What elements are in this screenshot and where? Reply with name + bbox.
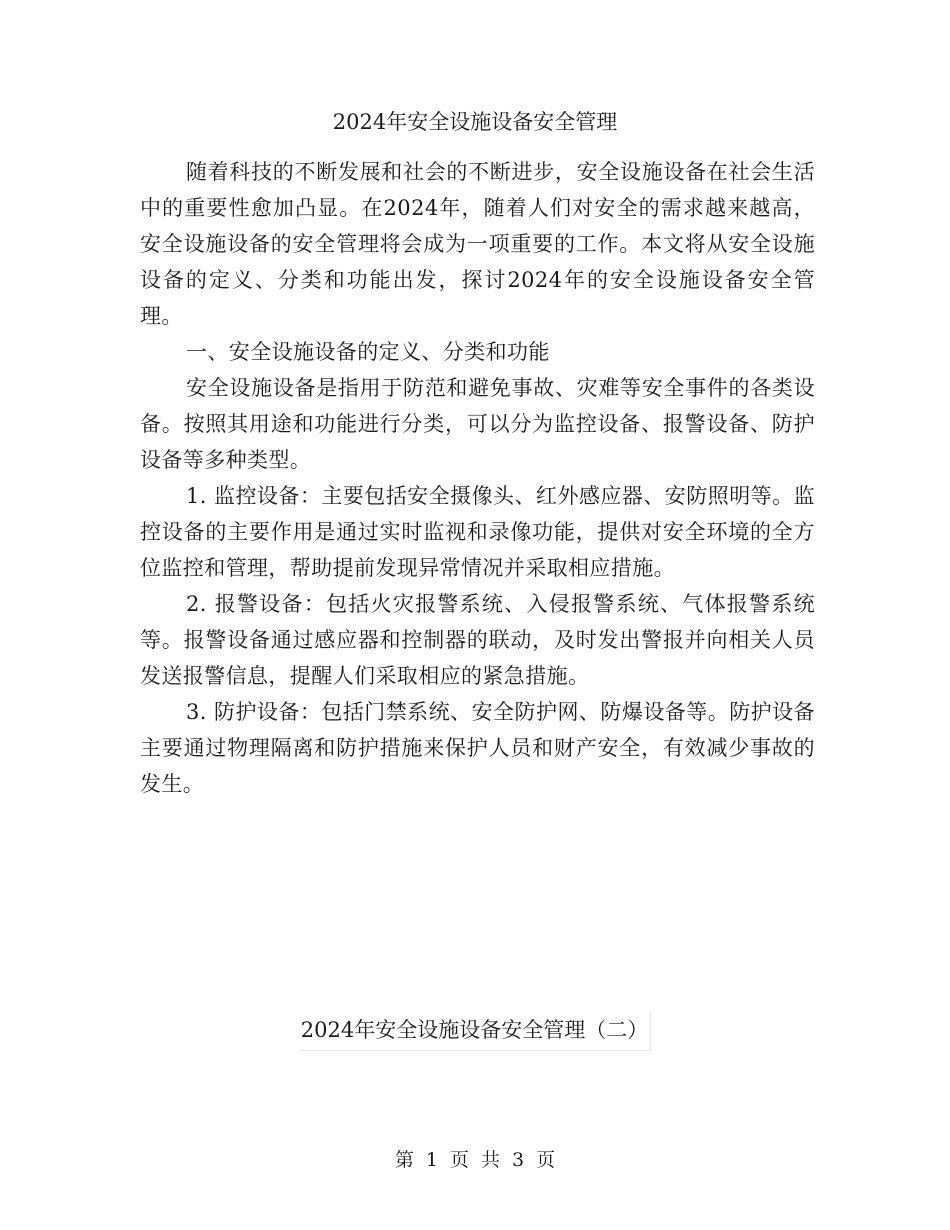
paragraph-definition: 安全设施设备是指用于防范和避免事故、灾难等安全事件的各类设备。按照其用途和功能进行分类，可以分为监控设备、报警设备、防护设备等多种类型。 (140, 376, 815, 472)
subtitle-container (0, 1012, 950, 1051)
list-item-monitoring: 1. 监控设备：主要包括安全摄像头、红外感应器、安防照明等。监控设备的主要作用是通过实时监视和录像功能，提供对安全环境的全方位监控和管理，帮助提前发现异常情况并采取相应措施。 (140, 484, 815, 580)
page-footer: 第 1 页 共 3 页 (394, 1149, 556, 1171)
list-item-alarm: 2. 报警设备：包括火灾报警系统、入侵报警系统、气体报警系统等。报警设备通过感应器和控制器的联动，及时发出警报并向相关人员发送报警信息，提醒人们采取相应的紧急措施。 (140, 592, 815, 688)
list-item-protection: 3. 防护设备：包括门禁系统、安全防护网、防爆设备等。防护设备主要通过物理隔离和防护措施来保护人员和财产安全，有效减少事故的发生。 (140, 700, 815, 796)
document-subtitle: 2024年安全设施设备安全管理（二） (299, 1012, 651, 1051)
section-heading: 一、安全设施设备的定义、分类和功能 (186, 340, 550, 364)
document-body (140, 154, 815, 802)
paragraph-intro: 随着科技的不断发展和社会的不断进步，安全设施设备在社会生活中的重要性愈加凸显。在2024年，随着人们对安全的需求越来越高，安全设施设备的安全管理将会成为一项重要的工作。本文将从安全设施设备的定义、分类和功能出发，探讨2024年的安全设施设备安全管理。 (140, 160, 815, 328)
document-title: 2024年安全设施设备安全管理 (332, 110, 618, 134)
